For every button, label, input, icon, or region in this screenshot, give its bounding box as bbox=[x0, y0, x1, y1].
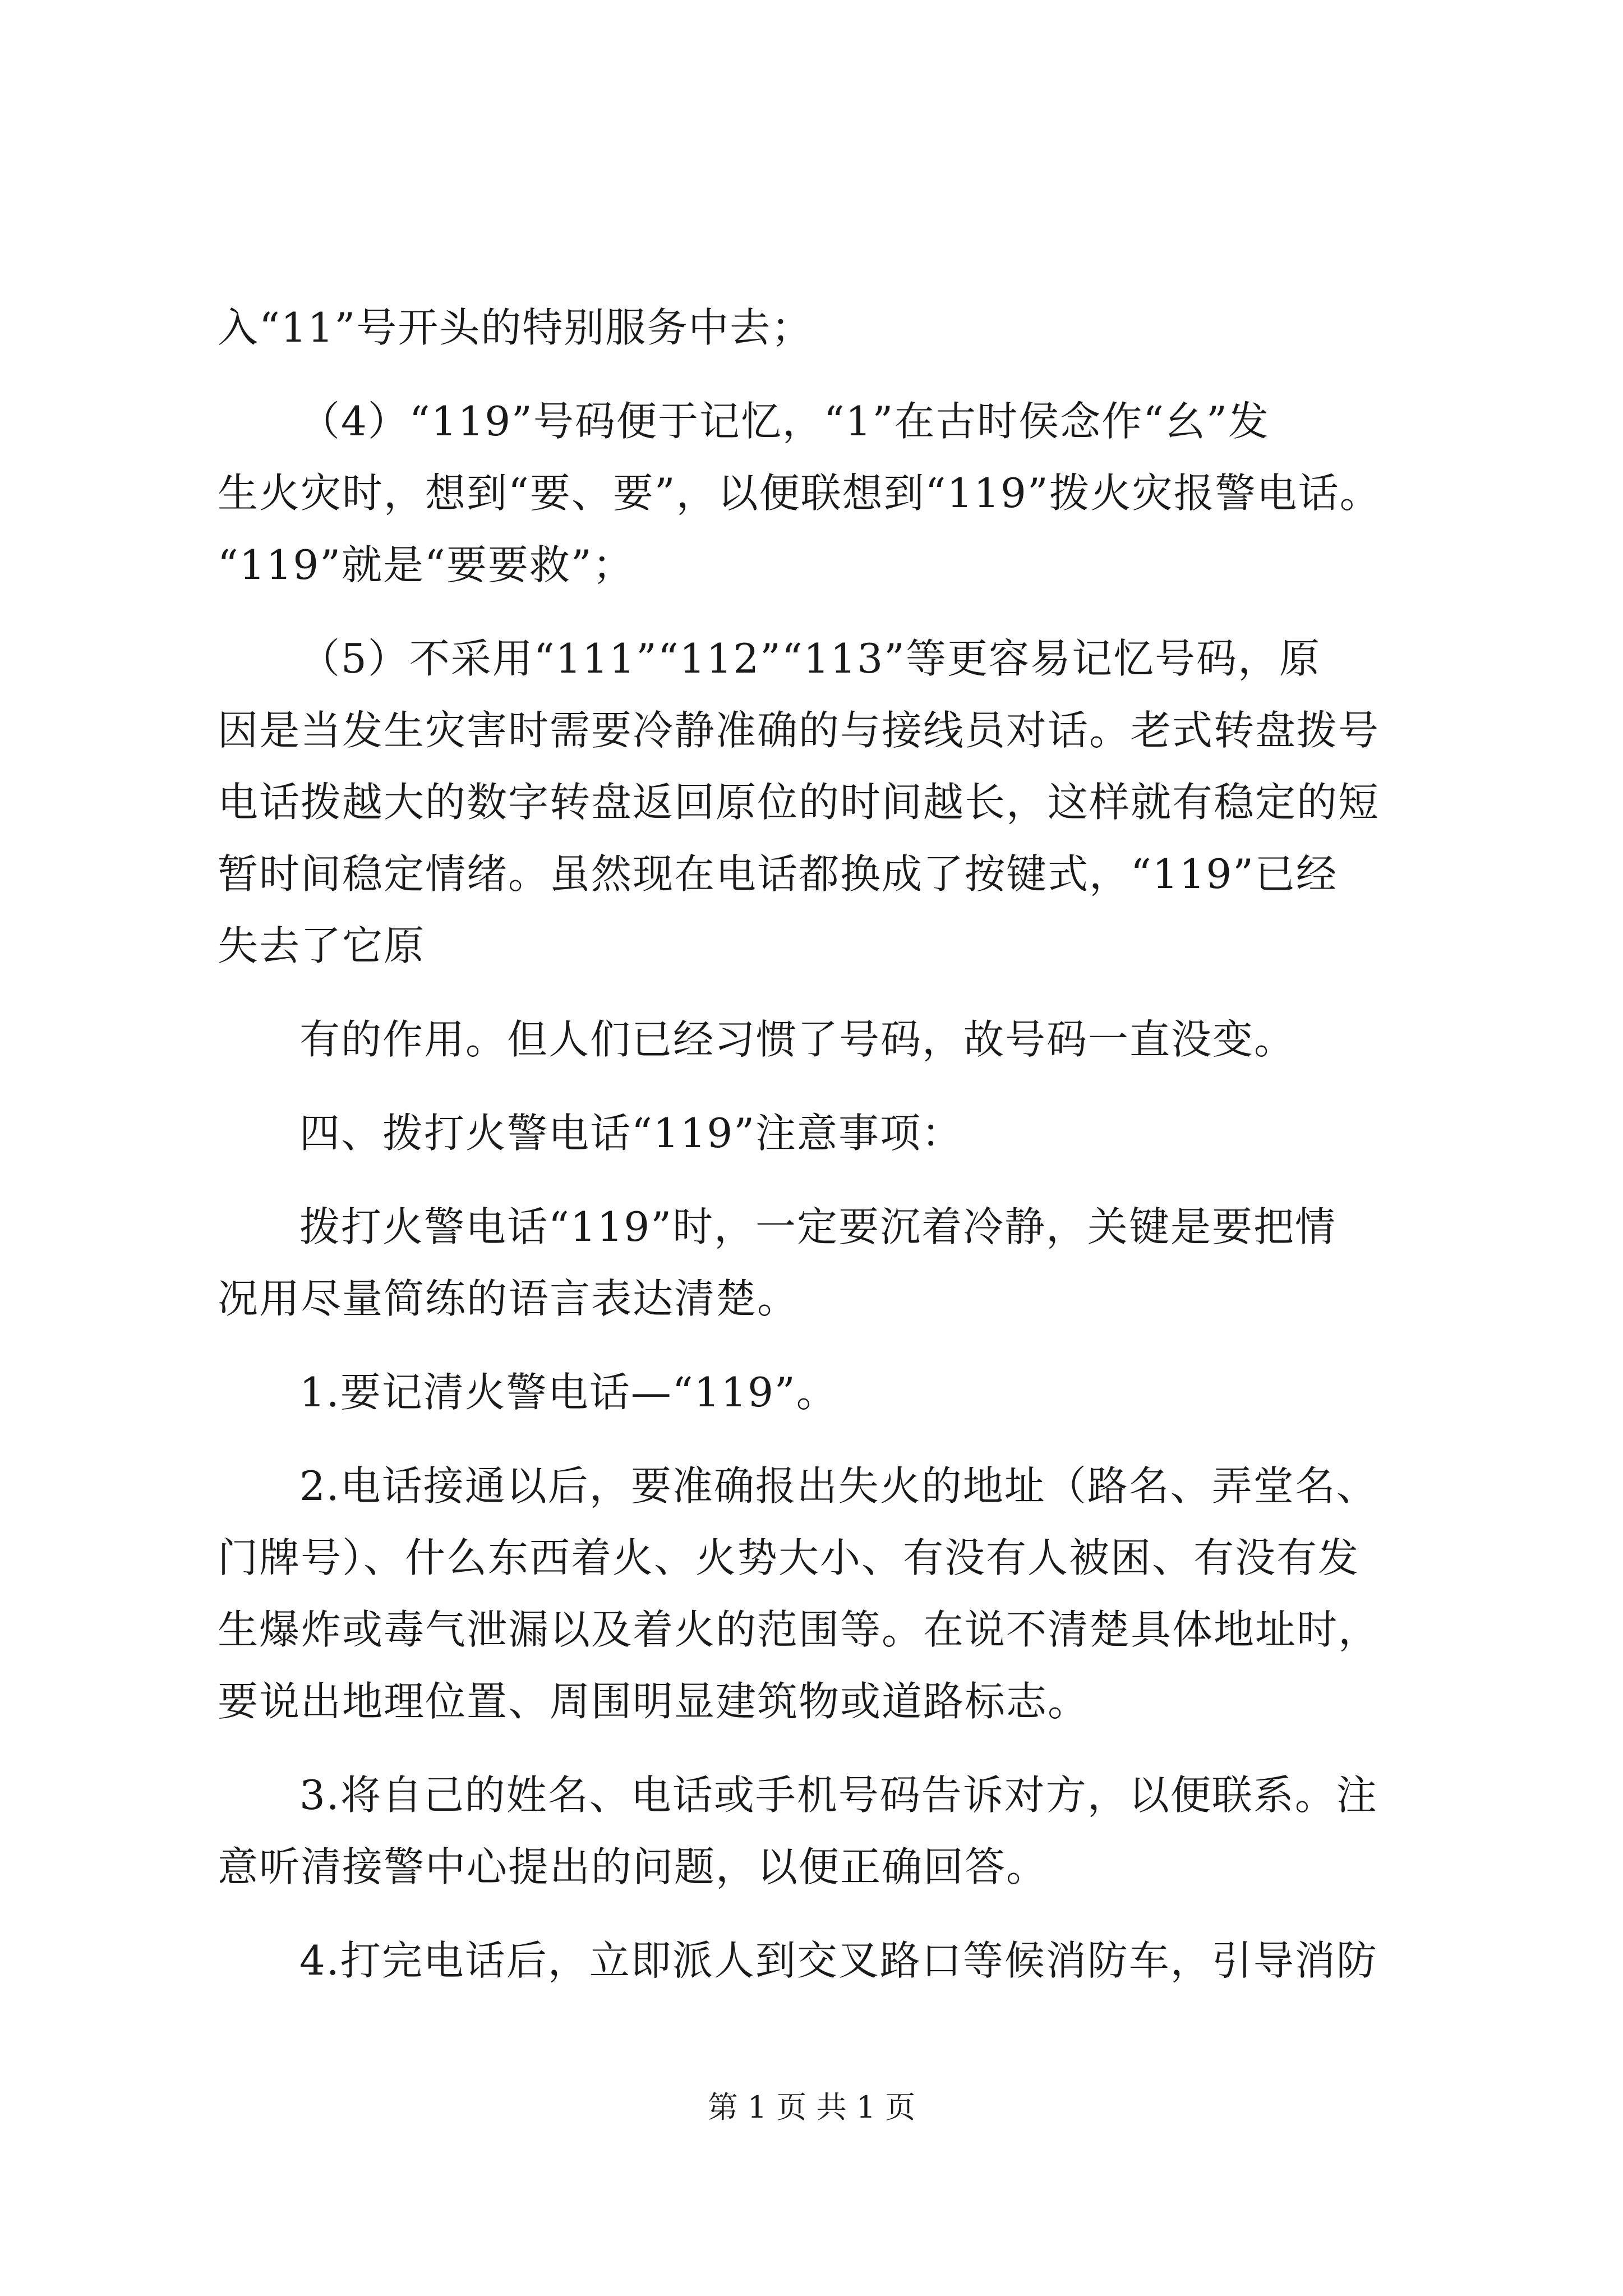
text-line: 拨打火警电话“119”时，一定要沉着冷静，关键是要把情 bbox=[299, 1203, 1337, 1250]
section-heading: 四、拨打火警电话“119”注意事项： bbox=[299, 1110, 963, 1157]
text-line: 门牌号）、什么东西着火、火势大小、有没有人被困、有没有发 bbox=[218, 1534, 1360, 1581]
list-item: 1.要记清火警电话—“119”。 bbox=[299, 1369, 838, 1416]
text-line: 有的作用。但人们已经习惯了号码，故号码一直没变。 bbox=[299, 1016, 1296, 1063]
text-line: （5）不采用“111”“112”“113”等更容易记忆号码，原 bbox=[299, 635, 1321, 682]
list-item: 2.电话接通以后，要准确报出失火的地址（路名、弄堂名、 bbox=[299, 1462, 1378, 1510]
page-footer: 第 1 页 共 1 页 bbox=[707, 2090, 916, 2125]
text-line: 电话拨越大的数字转盘返回原位的时间越长，这样就有稳定的短 bbox=[218, 779, 1380, 826]
list-item: 3.将自己的姓名、电话或手机号码告诉对方，以便联系。注 bbox=[299, 1772, 1378, 1819]
text-line: “119”就是“要要救”； bbox=[218, 541, 634, 588]
document-body bbox=[218, 292, 1418, 1996]
text-line: 失去了它原 bbox=[218, 922, 426, 969]
list-item: 4.打完电话后，立即派人到交叉路口等候消防车，引导消防 bbox=[299, 1937, 1378, 1984]
text-line: 生爆炸或毒气泄漏以及着火的范围等。在说不清楚具体地址时， bbox=[218, 1606, 1380, 1653]
text-line: 因是当发生灾害时需要冷静准确的与接线员对话。老式转盘拨号 bbox=[218, 707, 1380, 754]
text-line: 要说出地理位置、周围明显建筑物或道路标志。 bbox=[218, 1678, 1090, 1725]
text-line: 入“11”号开头的特别服务中去； bbox=[218, 304, 813, 351]
text-line: 意听清接警中心提出的问题，以便正确回答。 bbox=[218, 1843, 1048, 1890]
text-line: 况用尽量简练的语言表达清楚。 bbox=[218, 1275, 799, 1322]
text-line: （4）“119”号码便于记忆，“1”在古时侯念作“幺”发 bbox=[299, 398, 1270, 445]
text-line: 生火灾时，想到“要、要”，以便联想到“119”拨火灾报警电话。 bbox=[218, 470, 1381, 517]
text-line: 暂时间稳定情绪。虽然现在电话都换成了按键式，“119”已经 bbox=[218, 850, 1338, 898]
